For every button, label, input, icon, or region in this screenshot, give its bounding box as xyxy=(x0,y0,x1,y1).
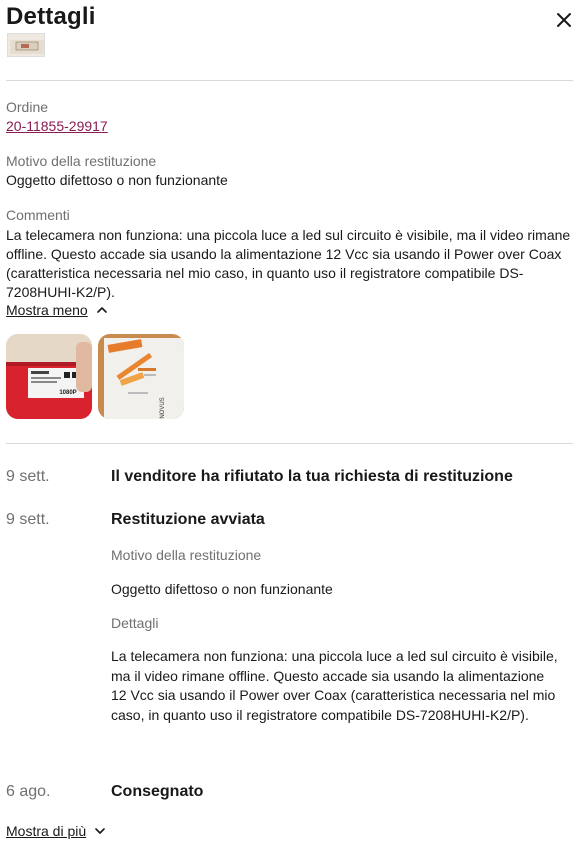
comments-label: Commenti xyxy=(6,207,70,223)
header xyxy=(0,0,580,40)
divider-middle xyxy=(6,443,573,444)
timeline-reason-value: Oggetto difettoso o non funzionante xyxy=(111,581,333,597)
return-reason-label: Motivo della restituzione xyxy=(6,153,157,169)
order-number-link[interactable]: 20-11855-29917 xyxy=(6,118,108,134)
timeline-title-3: Consegnato xyxy=(111,783,204,800)
timeline-details-label: Dettagli xyxy=(111,615,159,631)
timeline-date-2: 9 sett. xyxy=(6,511,50,528)
timeline-date-3: 6 ago. xyxy=(6,783,51,800)
chevron-up-icon xyxy=(96,304,108,316)
timeline-reason-label: Motivo della restituzione xyxy=(111,547,262,563)
close-icon xyxy=(556,12,572,28)
page-title: Dettagli xyxy=(6,3,96,30)
chevron-down-icon xyxy=(94,825,106,837)
timeline-title-1: Il venditore ha rifiutato la tua richiesta di restituzione xyxy=(111,468,513,485)
timeline-details-text: La telecamera non funziona: una piccola luce a led sul circuito è visibile, ma il video rimane offline. Questo accade sia usando la alimentazione 12 Vcc sia usando il Power over Coax (caratteristica necessaria nel mio caso, in quanto uso il registratore compatibile DS-7208HUHI-K2/P). xyxy=(111,648,558,723)
timeline-date-1: 9 sett. xyxy=(6,468,50,485)
divider-top xyxy=(6,80,573,81)
comments-text: La telecamera non funziona: una piccola luce a led sul circuito è visibile, ma il video rimane offline. Questo accade sia usando la alimentazione 12 Vcc sia usando il Power over Coax (caratteristica necessaria nel mio caso, in quanto uso il registratore compatibile DS-7208HUHI-K2/P). xyxy=(6,227,571,300)
show-less-label: Mostra meno xyxy=(6,302,88,318)
photo2-label: NOVUS xyxy=(160,397,166,419)
photo1-label: 1080P xyxy=(59,390,77,396)
return-reason-value: Oggetto difettoso o non funzionante xyxy=(6,172,228,188)
timeline-title-2: Restituzione avviata xyxy=(111,511,265,528)
order-label: Ordine xyxy=(6,99,49,115)
comment-photo-2[interactable] xyxy=(98,334,184,419)
show-less-link[interactable] xyxy=(6,302,108,318)
comment-photo-1[interactable] xyxy=(6,334,92,419)
item-thumbnail xyxy=(7,33,45,57)
show-more-label: Mostra di più xyxy=(6,823,87,839)
close-button[interactable] xyxy=(552,8,576,32)
show-more-link[interactable] xyxy=(6,823,106,839)
